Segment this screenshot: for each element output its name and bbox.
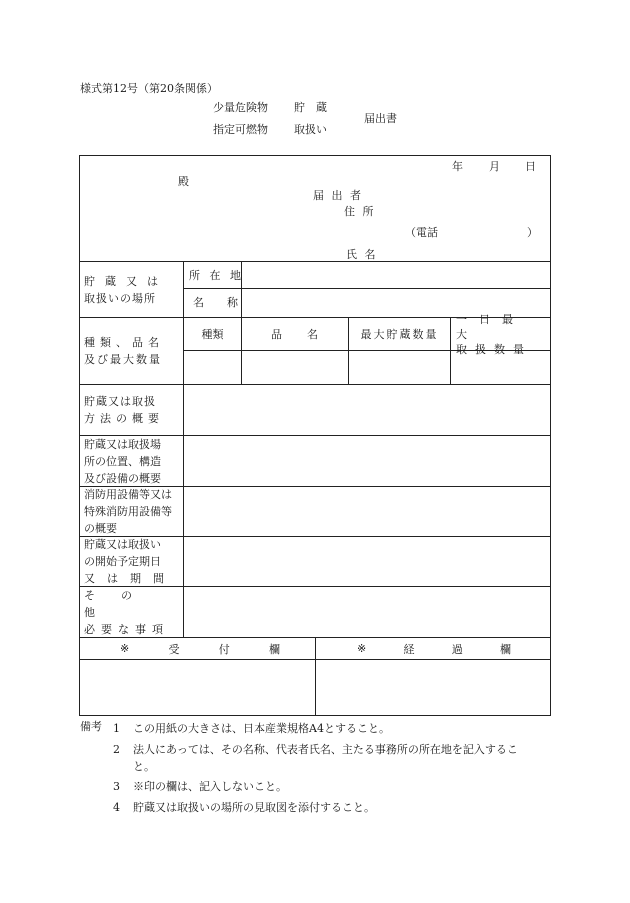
document-title: 届出書	[364, 112, 397, 125]
progress-char: 経	[403, 642, 415, 656]
types-label	[84, 318, 179, 384]
reception-char: 欄	[268, 642, 280, 656]
title-designated-combustibles: 指定可燃物	[213, 123, 268, 136]
address-label: 住 所	[344, 205, 376, 218]
firefighting-label-line: 消防用設備等又は	[84, 488, 172, 501]
type-field[interactable]	[184, 351, 241, 384]
note-number: 3	[113, 780, 120, 793]
date-day: 日	[525, 160, 536, 173]
daily-handling-field[interactable]	[451, 351, 550, 384]
note-text: この用紙の大きさは、日本産業規格A4とすること。	[133, 722, 390, 735]
schedule-label-line: 貯蔵又は取扱い	[84, 538, 161, 551]
types-label-line: 種類、品名	[84, 336, 164, 349]
firefighting-label-line: 特殊消防用設備等	[84, 505, 172, 518]
structure-label	[84, 436, 179, 486]
addressee-suffix: 殿	[178, 175, 189, 188]
max-storage-field[interactable]	[349, 351, 450, 384]
progress-column-header	[357, 638, 511, 659]
firefighting-label-line: の概要	[84, 522, 117, 535]
date-year: 年	[452, 160, 463, 173]
title-storage: 貯 蔵	[294, 101, 327, 114]
phone-label: （電話	[405, 226, 438, 239]
note-number: 4	[113, 801, 120, 814]
method-label	[84, 385, 179, 435]
structure-label-line: 所の位置、構造	[84, 454, 161, 468]
note-text: と。	[133, 760, 155, 773]
date-month: 月	[489, 160, 500, 173]
title-handling: 取扱い	[294, 123, 327, 136]
title-small-hazardous-materials: 少量危険物	[213, 101, 268, 114]
reception-column-header	[120, 638, 280, 659]
reception-field	[80, 660, 314, 715]
schedule-label-line: 又は期間	[84, 572, 176, 585]
other-label-line: 必要な事項	[84, 622, 169, 636]
note-text: 法人にあっては、その名称、代表者氏名、主たる事務所の所在地を記入するこ	[133, 743, 518, 756]
method-label-line: 方法の概要	[84, 412, 164, 425]
notes-heading: 備考	[80, 720, 102, 733]
schedule-label	[84, 537, 179, 586]
other-field[interactable]	[184, 587, 550, 637]
note-text: 貯蔵又は取扱いの場所の見取図を添付すること。	[133, 801, 375, 814]
place-label	[84, 262, 179, 317]
item-name-field[interactable]	[242, 351, 348, 384]
progress-field	[316, 660, 550, 715]
location-label: 所 在 地	[189, 269, 244, 282]
place-label-line: 貯蔵又は	[84, 274, 168, 288]
progress-char: 欄	[499, 642, 511, 656]
form-number: 様式第12号（第20条関係）	[80, 82, 218, 95]
note-number: 2	[113, 743, 120, 756]
structure-field[interactable]	[184, 436, 550, 486]
phone-close: ）	[527, 226, 538, 239]
column-daily-handling-line: 一日最大	[456, 312, 525, 341]
location-field[interactable]	[242, 262, 550, 288]
place-label-line: 取扱いの場所	[84, 291, 156, 305]
column-type: 種類	[201, 328, 224, 341]
column-daily-handling	[456, 312, 546, 356]
firefighting-field[interactable]	[184, 487, 550, 536]
other-label-line: その他	[84, 588, 158, 619]
column-max-storage: 最大貯蔵数量	[360, 328, 439, 341]
method-label-line: 貯蔵又は取扱	[84, 395, 156, 408]
schedule-label-line: の開始予定期日	[84, 555, 161, 568]
reception-char: 付	[218, 642, 230, 656]
column-daily-handling-line: 取扱数量	[456, 342, 532, 356]
notifier-label: 届 出 者	[313, 189, 363, 202]
name-label: 氏 名	[346, 248, 378, 261]
firefighting-label	[84, 487, 179, 536]
other-label	[84, 587, 179, 637]
note-text: ※印の欄は、記入しないこと。	[133, 780, 287, 793]
reception-char: 受	[168, 642, 180, 656]
progress-mark: ※	[357, 642, 367, 655]
structure-label-line: 及び設備の概要	[84, 471, 161, 485]
structure-label-line: 貯蔵又は取扱場	[84, 437, 161, 451]
types-label-line: 及び最大数量	[84, 353, 162, 366]
progress-char: 過	[451, 642, 463, 656]
schedule-field[interactable]	[184, 537, 550, 586]
column-item-name: 品 名	[271, 328, 319, 341]
method-field[interactable]	[184, 385, 550, 435]
reception-mark: ※	[120, 642, 130, 655]
note-number: 1	[113, 722, 120, 735]
facility-name-label: 名 称	[193, 296, 244, 309]
